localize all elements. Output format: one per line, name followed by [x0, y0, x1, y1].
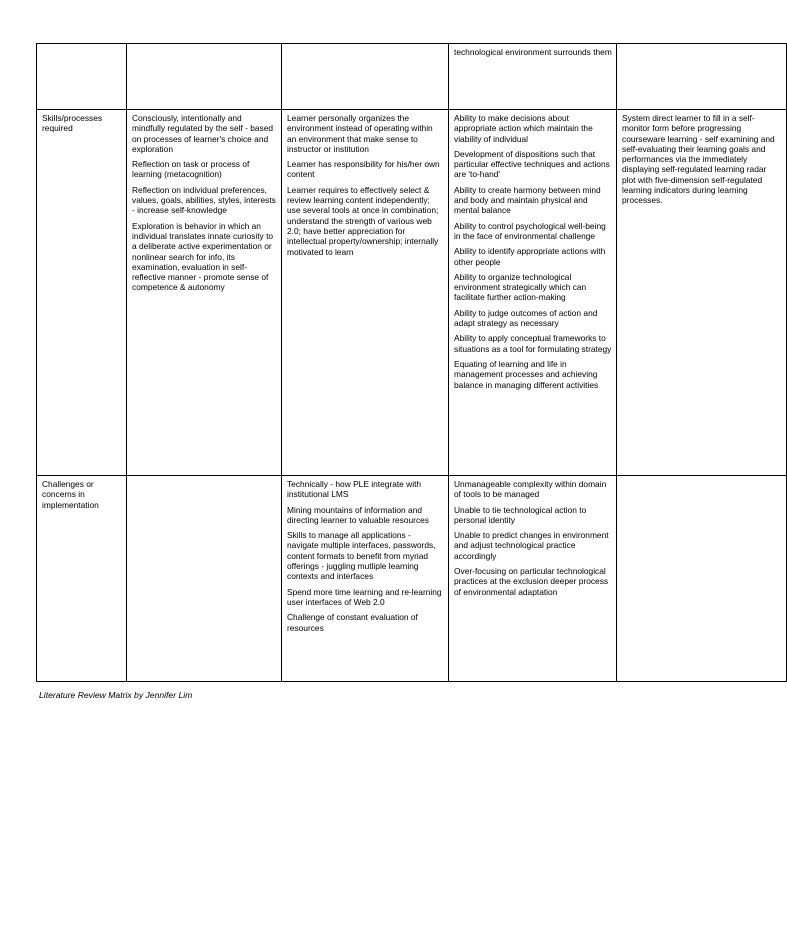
cell-paragraph: Learner personally organizes the environment instead of operating within an environment that make sense to instructor or institution — [287, 113, 433, 154]
cell-paragraph: Ability to identify appropriate actions with other people — [454, 246, 606, 267]
cell-paragraph: Unmanageable complexity within domain of tools to be managed — [454, 479, 607, 500]
cell-paragraph: technological environment surrounds them — [454, 47, 612, 57]
cell-paragraph: Ability to judge outcomes of action and adapt strategy as necessary — [454, 307, 598, 329]
table-row — [37, 476, 787, 682]
cell-paragraph: Equating of learning and life in management processes and achieving balance in managing different activities — [454, 358, 599, 390]
cell-paragraph: Learner requires to effectively select & review learning content independently; use several tools at once in combination; understand the strength of various web 2.0; have better appreciation for intellectual property/ownership; internally motivated to learn — [287, 184, 439, 257]
row-label-cell — [37, 476, 127, 682]
cell-paragraph: Ability to make decisions about appropriate action which maintain the viability of individual — [454, 113, 593, 144]
cell-paragraph: Unable to predict changes in environment and adjust technological practice accordingly — [454, 530, 609, 561]
table-cell — [282, 44, 449, 110]
cell-paragraph: Reflection on task or process of learning (metacognition) — [132, 159, 250, 180]
cell-paragraph: Development of dispositions such that particular effective techniques and actions are 'to-hand' — [454, 148, 610, 180]
row-label-cell — [37, 110, 127, 476]
cell-paragraph: Consciously, intentionally and mindfully regulated by the self - based on processes of learner's choice and exploration — [132, 113, 274, 154]
footer-caption: Literature Review Matrix by Jennifer Lim — [39, 690, 193, 700]
table-cell — [127, 476, 282, 682]
table-cell — [449, 44, 617, 110]
literature-review-table — [36, 43, 787, 682]
row-label: Skills/processes required — [42, 113, 103, 134]
table-cell — [617, 44, 787, 110]
cell-paragraph: Ability to control psychological well-being in the face of environmental challenge — [454, 220, 606, 241]
row-label: Challenges or concerns in implementation — [42, 479, 99, 510]
cell-paragraph: Unable to tie technological action to personal identity — [454, 504, 587, 525]
cell-paragraph: Ability to create harmony between mind and body and maintain physical and mental balance — [454, 184, 601, 216]
cell-paragraph: Spend more time learning and re-learning user interfaces of Web 2.0 — [287, 586, 442, 607]
cell-paragraph: Mining mountains of information and directing learner to valuable resources — [287, 504, 429, 525]
table-cell — [127, 44, 282, 110]
cell-paragraph: Over-focusing on particular technological practices at the exclusion deeper process of environmental adaptation — [454, 566, 609, 597]
cell-paragraph: Learner has responsibility for his/her own content — [287, 159, 440, 180]
cell-paragraph: Technically - how PLE integrate with institutional LMS — [287, 479, 422, 500]
table-cell — [617, 110, 787, 476]
table-row — [37, 110, 787, 476]
cell-paragraph: Ability to apply conceptual frameworks to situations as a tool for formulating strategy — [454, 333, 612, 354]
cell-paragraph: System direct learner to fill in a self-monitor form before progressing courseware learning - self examining and self-evaluating their learning goals and performances via the immediately displaying self-regulated learning radar plot with five-dimension self-regulated learning indicators during learning processes. — [622, 113, 775, 206]
table-row — [37, 44, 787, 110]
cell-paragraph: Skills to manage all applications - navigate multiple interfaces, passwords, content formats to benefit from myriad offerings - juggling mutliple learning contexts and interfaces — [287, 530, 436, 582]
table-cell — [449, 476, 617, 682]
table-cell — [282, 110, 449, 476]
cell-paragraph: Reflection on individual preferences, values, goals, abilities, styles, interests - increase self-knowledge — [132, 184, 276, 216]
cell-paragraph: Ability to organize technological environment strategically which can facilitate further action-making — [454, 271, 587, 303]
row-label-cell — [37, 44, 127, 110]
table-cell — [449, 110, 617, 476]
cell-paragraph: Challenge of constant evaluation of resources — [287, 612, 418, 633]
table-cell — [127, 110, 282, 476]
cell-paragraph: Exploration is behavior in which an individual translates innate curiosity to a deliberate active experimentation or nonlinear search for info, its examination, evaluation in self-reflective manner - promote sense of competence & autonomy — [132, 220, 274, 293]
table-cell — [282, 476, 449, 682]
table-cell — [617, 476, 787, 682]
